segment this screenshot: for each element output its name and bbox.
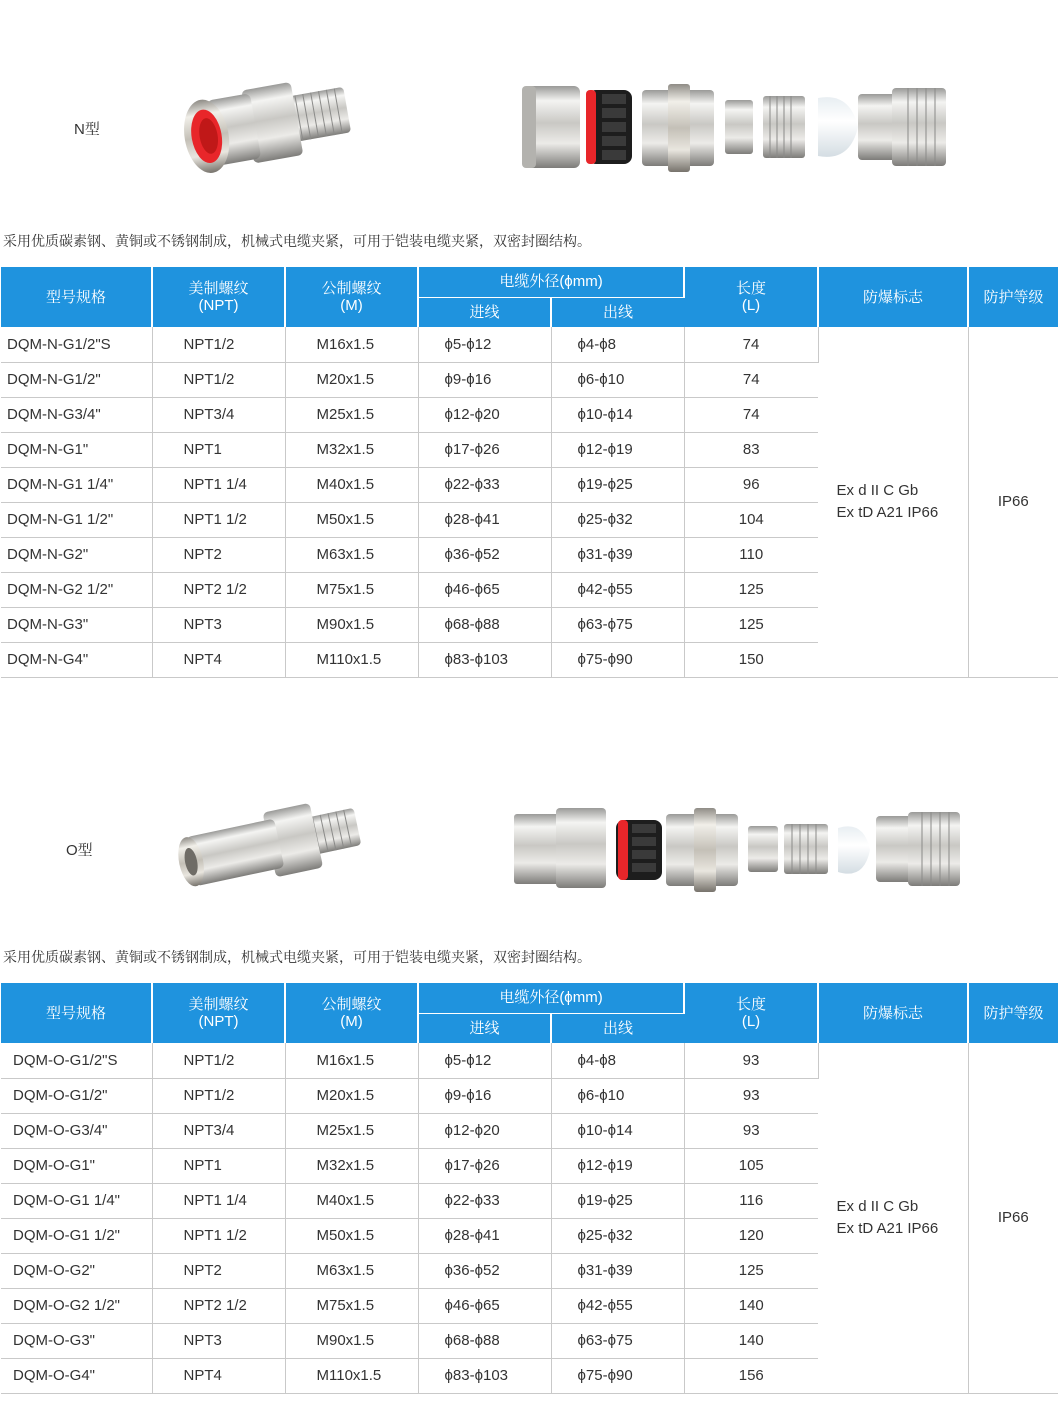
ex-mark-cell: Ex d II C Gb Ex tD A21 IP66 <box>818 1043 968 1393</box>
outlet-cell: ϕ10-ϕ14 <box>551 1113 684 1148</box>
length-cell: 125 <box>684 572 818 607</box>
length-cell: 74 <box>684 362 818 397</box>
npt-cell: NPT1/2 <box>152 1043 285 1078</box>
outlet-cell: ϕ25-ϕ32 <box>551 1218 684 1253</box>
model-cell: DQM-N-G3/4" <box>1 397 152 432</box>
header-cable-od: 电缆外径(ϕmm) <box>418 983 684 1013</box>
length-cell: 93 <box>684 1043 818 1078</box>
model-cell: DQM-O-G3" <box>1 1323 152 1358</box>
metric-cell: M40x1.5 <box>285 1183 418 1218</box>
outlet-cell: ϕ31-ϕ39 <box>551 537 684 572</box>
metric-cell: M75x1.5 <box>285 1288 418 1323</box>
header-npt: 美制螺纹 (NPT) <box>152 267 285 327</box>
header-metric: 公制螺纹 (M) <box>285 983 418 1043</box>
header-ex-mark: 防爆标志 <box>818 267 968 327</box>
model-cell: DQM-O-G1/2"S <box>1 1043 152 1078</box>
assembled-gland-photo <box>176 70 366 185</box>
outlet-cell: ϕ12-ϕ19 <box>551 1148 684 1183</box>
metric-cell: M25x1.5 <box>285 397 418 432</box>
inlet-cell: ϕ17-ϕ26 <box>418 1148 551 1183</box>
inlet-cell: ϕ22-ϕ33 <box>418 1183 551 1218</box>
npt-cell: NPT2 <box>152 537 285 572</box>
model-cell: DQM-O-G1" <box>1 1148 152 1183</box>
outlet-cell: ϕ42-ϕ55 <box>551 1288 684 1323</box>
model-cell: DQM-N-G2 1/2" <box>1 572 152 607</box>
inlet-cell: ϕ28-ϕ41 <box>418 502 551 537</box>
model-cell: DQM-N-G1 1/2" <box>1 502 152 537</box>
metric-cell: M75x1.5 <box>285 572 418 607</box>
inlet-cell: ϕ83-ϕ103 <box>418 642 551 677</box>
length-cell: 125 <box>684 1253 818 1288</box>
inlet-cell: ϕ9-ϕ16 <box>418 1078 551 1113</box>
inlet-cell: ϕ5-ϕ12 <box>418 327 551 362</box>
assembled-gland-photo <box>170 792 370 904</box>
type-label: N型 <box>74 121 100 138</box>
header-inlet: 进线 <box>418 297 551 327</box>
header-metric: 公制螺纹 (M) <box>285 267 418 327</box>
length-cell: 116 <box>684 1183 818 1218</box>
outlet-cell: ϕ31-ϕ39 <box>551 1253 684 1288</box>
header-cable-od: 电缆外径(ϕmm) <box>418 267 684 297</box>
outlet-cell: ϕ63-ϕ75 <box>551 607 684 642</box>
length-cell: 93 <box>684 1078 818 1113</box>
header-npt: 美制螺纹 (NPT) <box>152 983 285 1043</box>
length-cell: 156 <box>684 1358 818 1393</box>
metric-cell: M110x1.5 <box>285 642 418 677</box>
npt-cell: NPT1/2 <box>152 1078 285 1113</box>
length-cell: 74 <box>684 397 818 432</box>
metric-cell: M50x1.5 <box>285 1218 418 1253</box>
npt-cell: NPT3/4 <box>152 397 285 432</box>
outlet-cell: ϕ63-ϕ75 <box>551 1323 684 1358</box>
metric-cell: M63x1.5 <box>285 537 418 572</box>
inlet-cell: ϕ83-ϕ103 <box>418 1358 551 1393</box>
header-model: 型号规格 <box>1 983 152 1043</box>
outlet-cell: ϕ10-ϕ14 <box>551 397 684 432</box>
ip-rating-cell: IP66 <box>968 1043 1058 1393</box>
model-cell: DQM-N-G1" <box>1 432 152 467</box>
length-cell: 120 <box>684 1218 818 1253</box>
inlet-cell: ϕ22-ϕ33 <box>418 467 551 502</box>
type-label: O型 <box>66 842 93 859</box>
length-cell: 125 <box>684 607 818 642</box>
header-ip-rating: 防护等级 <box>968 983 1058 1043</box>
table-row <box>1 1043 1058 1078</box>
table-row <box>1 327 1058 362</box>
inlet-cell: ϕ9-ϕ16 <box>418 362 551 397</box>
outlet-cell: ϕ4-ϕ8 <box>551 1043 684 1078</box>
outlet-cell: ϕ6-ϕ10 <box>551 362 684 397</box>
ip-rating-cell: IP66 <box>968 327 1058 677</box>
outlet-cell: ϕ25-ϕ32 <box>551 502 684 537</box>
metric-cell: M110x1.5 <box>285 1358 418 1393</box>
npt-cell: NPT1 1/4 <box>152 467 285 502</box>
npt-cell: NPT3 <box>152 1323 285 1358</box>
length-cell: 140 <box>684 1288 818 1323</box>
metric-cell: M20x1.5 <box>285 1078 418 1113</box>
inlet-cell: ϕ36-ϕ52 <box>418 1253 551 1288</box>
model-cell: DQM-O-G1/2" <box>1 1078 152 1113</box>
inlet-cell: ϕ46-ϕ65 <box>418 572 551 607</box>
npt-cell: NPT1/2 <box>152 362 285 397</box>
header-ex-mark: 防爆标志 <box>818 983 968 1043</box>
metric-cell: M40x1.5 <box>285 467 418 502</box>
model-cell: DQM-N-G4" <box>1 642 152 677</box>
length-cell: 150 <box>684 642 818 677</box>
npt-cell: NPT1 <box>152 1148 285 1183</box>
npt-cell: NPT1 1/2 <box>152 1218 285 1253</box>
model-cell: DQM-O-G2" <box>1 1253 152 1288</box>
length-cell: 105 <box>684 1148 818 1183</box>
product-description: 采用优质碳素钢、黄铜或不锈钢制成，机械式电缆夹紧，可用于铠装电缆夹紧，双密封圈结构。 <box>3 233 591 249</box>
model-cell: DQM-N-G1 1/4" <box>1 467 152 502</box>
model-cell: DQM-N-G1/2" <box>1 362 152 397</box>
metric-cell: M25x1.5 <box>285 1113 418 1148</box>
header-length: 长度 (L) <box>684 983 818 1043</box>
header-length: 长度 (L) <box>684 267 818 327</box>
outlet-cell: ϕ75-ϕ90 <box>551 642 684 677</box>
model-cell: DQM-O-G2 1/2" <box>1 1288 152 1323</box>
length-cell: 104 <box>684 502 818 537</box>
inlet-cell: ϕ68-ϕ88 <box>418 607 551 642</box>
npt-cell: NPT1 <box>152 432 285 467</box>
metric-cell: M90x1.5 <box>285 607 418 642</box>
header-outlet: 出线 <box>551 1013 684 1043</box>
spec-table <box>1 983 1058 1394</box>
exploded-parts-photo <box>512 806 964 896</box>
outlet-cell: ϕ19-ϕ25 <box>551 467 684 502</box>
metric-cell: M63x1.5 <box>285 1253 418 1288</box>
npt-cell: NPT1 1/4 <box>152 1183 285 1218</box>
inlet-cell: ϕ68-ϕ88 <box>418 1323 551 1358</box>
ex-mark-cell: Ex d II C Gb Ex tD A21 IP66 <box>818 327 968 677</box>
outlet-cell: ϕ42-ϕ55 <box>551 572 684 607</box>
header-inlet: 进线 <box>418 1013 551 1043</box>
length-cell: 83 <box>684 432 818 467</box>
inlet-cell: ϕ36-ϕ52 <box>418 537 551 572</box>
npt-cell: NPT4 <box>152 642 285 677</box>
model-cell: DQM-O-G4" <box>1 1358 152 1393</box>
model-cell: DQM-O-G1 1/4" <box>1 1183 152 1218</box>
outlet-cell: ϕ75-ϕ90 <box>551 1358 684 1393</box>
npt-cell: NPT3 <box>152 607 285 642</box>
model-cell: DQM-O-G3/4" <box>1 1113 152 1148</box>
inlet-cell: ϕ46-ϕ65 <box>418 1288 551 1323</box>
length-cell: 110 <box>684 537 818 572</box>
metric-cell: M20x1.5 <box>285 362 418 397</box>
length-cell: 96 <box>684 467 818 502</box>
model-cell: DQM-O-G1 1/2" <box>1 1218 152 1253</box>
header-outlet: 出线 <box>551 297 684 327</box>
header-ip-rating: 防护等级 <box>968 267 1058 327</box>
outlet-cell: ϕ19-ϕ25 <box>551 1183 684 1218</box>
model-cell: DQM-N-G2" <box>1 537 152 572</box>
product-description: 采用优质碳素钢、黄铜或不锈钢制成，机械式电缆夹紧，可用于铠装电缆夹紧，双密封圈结构。 <box>3 949 591 965</box>
outlet-cell: ϕ6-ϕ10 <box>551 1078 684 1113</box>
npt-cell: NPT2 1/2 <box>152 1288 285 1323</box>
inlet-cell: ϕ5-ϕ12 <box>418 1043 551 1078</box>
metric-cell: M32x1.5 <box>285 1148 418 1183</box>
inlet-cell: ϕ17-ϕ26 <box>418 432 551 467</box>
model-cell: DQM-N-G3" <box>1 607 152 642</box>
metric-cell: M16x1.5 <box>285 1043 418 1078</box>
outlet-cell: ϕ12-ϕ19 <box>551 432 684 467</box>
npt-cell: NPT1/2 <box>152 327 285 362</box>
npt-cell: NPT2 <box>152 1253 285 1288</box>
exploded-parts-photo <box>520 80 950 175</box>
npt-cell: NPT1 1/2 <box>152 502 285 537</box>
length-cell: 74 <box>684 327 818 362</box>
npt-cell: NPT2 1/2 <box>152 572 285 607</box>
spec-table <box>1 267 1058 678</box>
npt-cell: NPT3/4 <box>152 1113 285 1148</box>
outlet-cell: ϕ4-ϕ8 <box>551 327 684 362</box>
inlet-cell: ϕ12-ϕ20 <box>418 397 551 432</box>
model-cell: DQM-N-G1/2"S <box>1 327 152 362</box>
header-model: 型号规格 <box>1 267 152 327</box>
metric-cell: M32x1.5 <box>285 432 418 467</box>
inlet-cell: ϕ28-ϕ41 <box>418 1218 551 1253</box>
metric-cell: M16x1.5 <box>285 327 418 362</box>
length-cell: 93 <box>684 1113 818 1148</box>
metric-cell: M50x1.5 <box>285 502 418 537</box>
metric-cell: M90x1.5 <box>285 1323 418 1358</box>
inlet-cell: ϕ12-ϕ20 <box>418 1113 551 1148</box>
length-cell: 140 <box>684 1323 818 1358</box>
npt-cell: NPT4 <box>152 1358 285 1393</box>
